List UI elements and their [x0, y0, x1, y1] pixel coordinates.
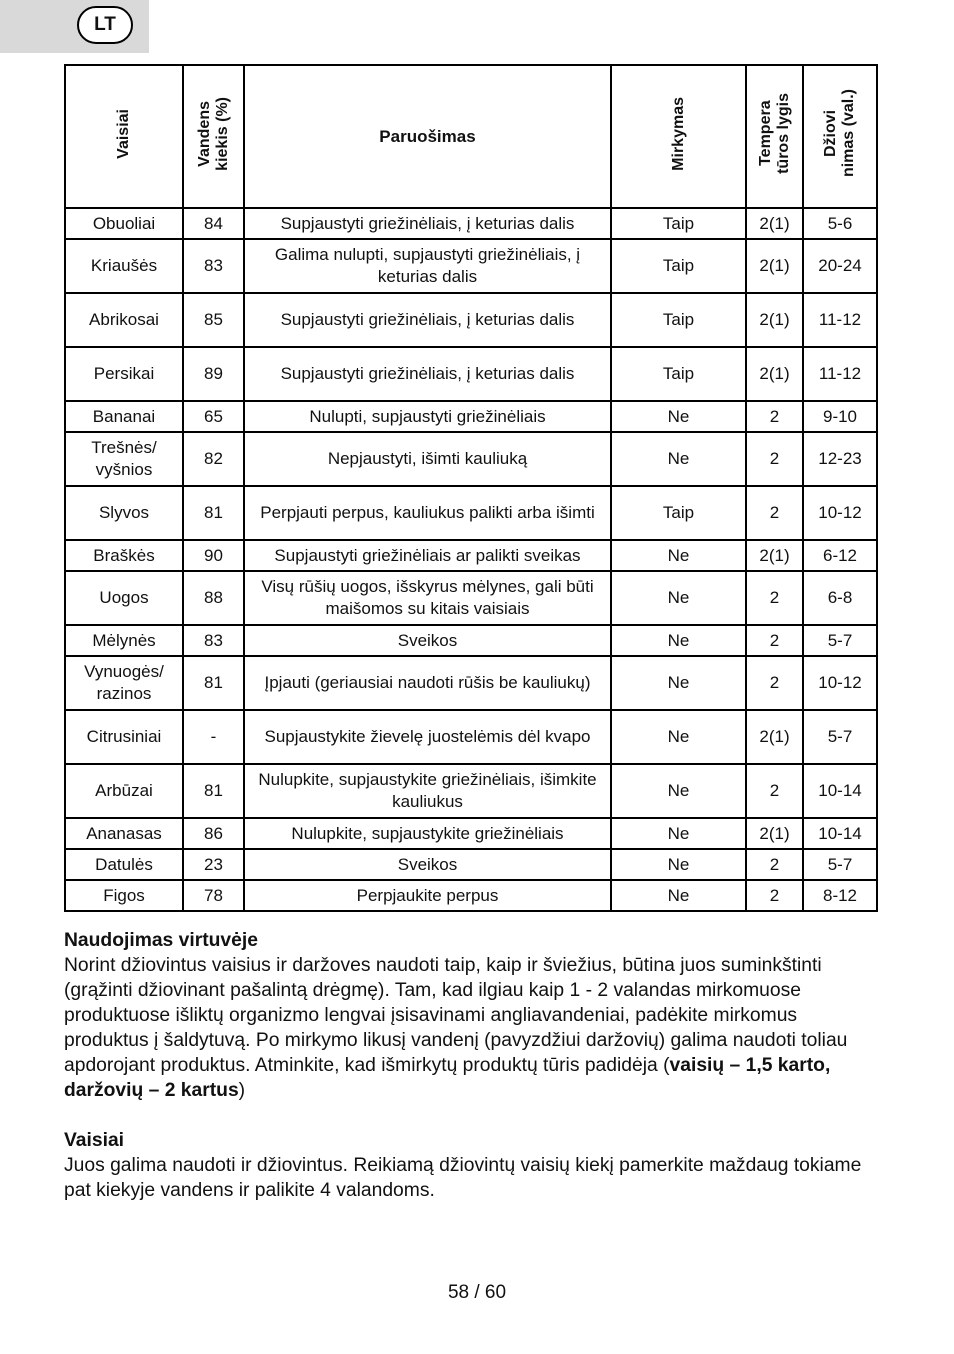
cell-soaking: Taip	[611, 486, 746, 540]
cell-fruit: Arbūzai	[65, 764, 183, 818]
cell-soaking: Taip	[611, 208, 746, 239]
cell-temperature: 2(1)	[746, 239, 803, 293]
cell-water: 23	[183, 849, 244, 880]
cell-water: -	[183, 710, 244, 764]
cell-water: 81	[183, 656, 244, 710]
table-row	[65, 401, 877, 432]
cell-water: 81	[183, 764, 244, 818]
table-row	[65, 347, 877, 401]
cell-preparation: Supjaustyti griežinėliais, į keturias dalis	[244, 293, 611, 347]
cell-preparation: Sveikos	[244, 849, 611, 880]
cell-preparation: Nulupkite, supjaustykite griežinėliais, išimkite kauliukus	[244, 764, 611, 818]
kitchen-body-end: )	[238, 1080, 246, 1101]
table-row	[65, 486, 877, 540]
cell-water: 83	[183, 625, 244, 656]
cell-fruit: Abrikosai	[65, 293, 183, 347]
language-tab	[0, 0, 149, 53]
cell-temperature: 2	[746, 432, 803, 486]
cell-temperature: 2(1)	[746, 293, 803, 347]
cell-drying: 5-7	[803, 710, 877, 764]
cell-drying: 6-8	[803, 571, 877, 625]
cell-preparation: Sveikos	[244, 625, 611, 656]
cell-soaking: Ne	[611, 849, 746, 880]
cell-fruit: Bananai	[65, 401, 183, 432]
cell-preparation: Nulupkite, supjaustykite griežinėliais	[244, 818, 611, 849]
cell-fruit: Ananasas	[65, 818, 183, 849]
kitchen-section	[64, 928, 876, 1103]
cell-temperature: 2(1)	[746, 208, 803, 239]
cell-soaking: Taip	[611, 239, 746, 293]
cell-soaking: Ne	[611, 818, 746, 849]
cell-fruit: Datulės	[65, 849, 183, 880]
fruits-heading: Vaisiai	[64, 1130, 125, 1151]
cell-water: 78	[183, 880, 244, 911]
cell-temperature: 2(1)	[746, 710, 803, 764]
cell-temperature: 2(1)	[746, 347, 803, 401]
cell-temperature: 2	[746, 625, 803, 656]
cell-soaking: Ne	[611, 571, 746, 625]
cell-soaking: Ne	[611, 432, 746, 486]
cell-temperature: 2	[746, 764, 803, 818]
cell-fruit: Uogos	[65, 571, 183, 625]
cell-fruit: Obuoliai	[65, 208, 183, 239]
fruits-section	[64, 1128, 876, 1203]
table-row	[65, 625, 877, 656]
table-row	[65, 880, 877, 911]
cell-temperature: 2(1)	[746, 818, 803, 849]
cell-water: 90	[183, 540, 244, 571]
header-preparation: Paruošimas	[244, 65, 611, 208]
header-soaking: Mirkymas	[611, 65, 746, 208]
cell-fruit: Kriaušės	[65, 239, 183, 293]
cell-soaking: Ne	[611, 625, 746, 656]
cell-preparation: Galima nulupti, supjaustyti griežinėliais, į keturias dalis	[244, 239, 611, 293]
cell-fruit: Slyvos	[65, 486, 183, 540]
table-row	[65, 656, 877, 710]
cell-preparation: Įpjauti (geriausiai naudoti rūšis be kauliukų)	[244, 656, 611, 710]
cell-water: 85	[183, 293, 244, 347]
cell-temperature: 2	[746, 880, 803, 911]
cell-drying: 6-12	[803, 540, 877, 571]
cell-soaking: Taip	[611, 293, 746, 347]
page-number: 58 / 60	[447, 1282, 507, 1303]
kitchen-heading: Naudojimas virtuvėje	[64, 930, 258, 951]
cell-temperature: 2	[746, 486, 803, 540]
cell-drying: 10-12	[803, 656, 877, 710]
fruits-body: Juos galima naudoti ir džiovintus. Reikiamą džiovintų vaisių kiekį pamerkite maždaug tokiame pat kiekyje vandens ir palikite 4 valandoms.	[64, 1155, 862, 1201]
cell-drying: 10-14	[803, 764, 877, 818]
header-drying-time: Džiovi nimas (val.)	[803, 65, 877, 208]
cell-drying: 10-12	[803, 486, 877, 540]
kitchen-paragraph	[64, 953, 876, 1103]
header-fruit: Vaisiai	[65, 65, 183, 208]
table-row	[65, 818, 877, 849]
cell-preparation: Nepjaustyti, išimti kauliuką	[244, 432, 611, 486]
table-row	[65, 540, 877, 571]
cell-fruit: Citrusiniai	[65, 710, 183, 764]
cell-drying: 9-10	[803, 401, 877, 432]
cell-preparation: Supjaustyti griežinėliais, į keturias dalis	[244, 208, 611, 239]
table-header-row	[65, 65, 877, 208]
header-temperature: Tempera tūros lygis	[746, 65, 803, 208]
kitchen-body-bold: vaisių – 1,5 karto, daržovių – 2 kartus	[64, 1055, 831, 1101]
language-badge: LT	[77, 6, 133, 44]
cell-water: 84	[183, 208, 244, 239]
cell-water: 65	[183, 401, 244, 432]
cell-drying: 11-12	[803, 347, 877, 401]
header-water-content: Vandens kiekis (%)	[183, 65, 244, 208]
table-row	[65, 764, 877, 818]
table-row	[65, 571, 877, 625]
cell-water: 88	[183, 571, 244, 625]
cell-temperature: 2	[746, 849, 803, 880]
cell-fruit: Vynuogės/ razinos	[65, 656, 183, 710]
cell-preparation: Perpjauti perpus, kauliukus palikti arba išimti	[244, 486, 611, 540]
cell-drying: 20-24	[803, 239, 877, 293]
cell-fruit: Figos	[65, 880, 183, 911]
cell-preparation: Supjaustykite žievelę juostelėmis dėl kvapo	[244, 710, 611, 764]
cell-temperature: 2(1)	[746, 540, 803, 571]
table-row	[65, 710, 877, 764]
cell-soaking: Ne	[611, 401, 746, 432]
table-row	[65, 432, 877, 486]
cell-drying: 10-14	[803, 818, 877, 849]
cell-drying: 8-12	[803, 880, 877, 911]
drying-table	[64, 64, 878, 912]
cell-preparation: Supjaustyti griežinėliais ar palikti sveikas	[244, 540, 611, 571]
cell-water: 82	[183, 432, 244, 486]
cell-soaking: Ne	[611, 880, 746, 911]
table-row	[65, 208, 877, 239]
cell-soaking: Ne	[611, 656, 746, 710]
cell-fruit: Mėlynės	[65, 625, 183, 656]
cell-soaking: Ne	[611, 540, 746, 571]
cell-drying: 5-6	[803, 208, 877, 239]
cell-drying: 12-23	[803, 432, 877, 486]
cell-temperature: 2	[746, 656, 803, 710]
cell-fruit: Trešnės/ vyšnios	[65, 432, 183, 486]
cell-preparation: Supjaustyti griežinėliais, į keturias dalis	[244, 347, 611, 401]
table-row	[65, 293, 877, 347]
cell-preparation: Perpjaukite perpus	[244, 880, 611, 911]
cell-preparation: Nulupti, supjaustyti griežinėliais	[244, 401, 611, 432]
cell-soaking: Ne	[611, 764, 746, 818]
cell-fruit: Persikai	[65, 347, 183, 401]
cell-water: 81	[183, 486, 244, 540]
cell-preparation: Visų rūšių uogos, išskyrus mėlynes, gali būti maišomos su kitais vaisiais	[244, 571, 611, 625]
cell-temperature: 2	[746, 571, 803, 625]
cell-drying: 5-7	[803, 849, 877, 880]
table-row	[65, 849, 877, 880]
cell-water: 89	[183, 347, 244, 401]
cell-fruit: Braškės	[65, 540, 183, 571]
cell-water: 83	[183, 239, 244, 293]
table-row	[65, 239, 877, 293]
cell-drying: 5-7	[803, 625, 877, 656]
cell-temperature: 2	[746, 401, 803, 432]
cell-drying: 11-12	[803, 293, 877, 347]
cell-water: 86	[183, 818, 244, 849]
cell-soaking: Ne	[611, 710, 746, 764]
kitchen-body: Norint džiovintus vaisius ir daržoves naudoti taip, kaip ir šviežius, būtina juos suminkštinti (grąžinti džiovinant pašalintą drėgmę). Tam, kad ilgiau kaip 1 - 2 valandas mirkomuose produktuose išliktų organizmo lengvai įsisavinami angliavandeniai, padėkite mirkomus produktus į šaldytuvą. Po mirkymo likusį vandenį (pavyzdžiui daržovių) galima naudoti toliau apdorojant produktus. Atminkite, kad išmirkytų produktų tūris padidėja (	[64, 955, 848, 1076]
cell-soaking: Taip	[611, 347, 746, 401]
